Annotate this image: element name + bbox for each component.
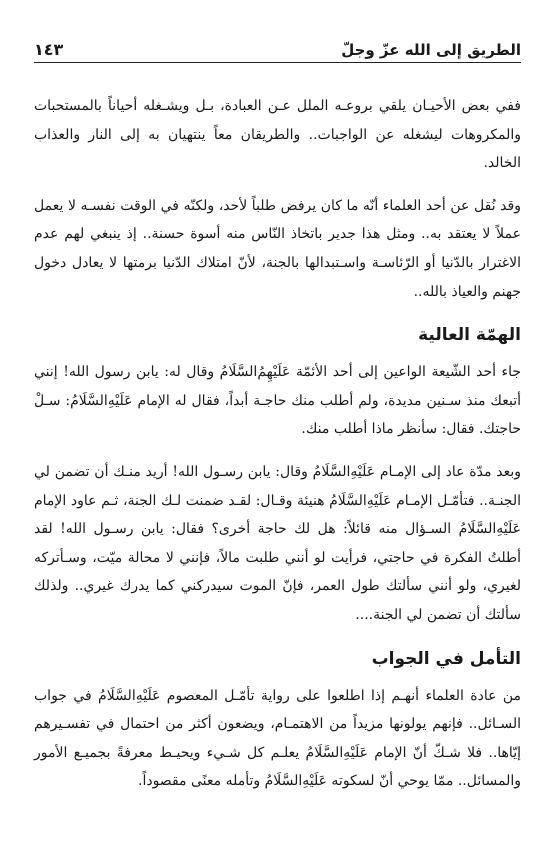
paragraph-2: وقد نُقل عن أحد العلماء أنّه ما كان يرفض طلباً لأحد، ولكنّه في الوقت نفسـه لا يعمل عملاً لا يعتقد به.. ومثل هذا جدير باتخاذ النّاس منه أسوة حسنة.. إذ ينبغي لهم عدم الاغترار بالدّنيا أو الرّئاسـة واسـتبدالها بالجنة، لأنّ امتلاك الدّنيا برمتها لا يعادل دخول جهنم والعياذ بالله..: [34, 197, 521, 300]
paragraph-3: جاء أحد الشّيعة الواعين إلى أحد الأئمّة عَلَيْهِمُ‌السَّلَامُ وقال له: يابن رسول الله! إنني أتبعك منذ سـنين مديدة، ولم أطلب منك حاجـة أبداً، فقال له الإمام عَلَيْهِ‌السَّلَامُ: سـلْ حاجتك. فقال: سأنظر ماذا أطلب منك.: [34, 364, 521, 438]
page-number: ١٤٣: [34, 40, 64, 59]
running-title: الطريق إلى الله عزّ وجلّ: [341, 41, 521, 59]
paragraph-5: من عادة العلماء أنهـم إذا اطلعوا على رواية تأمّـل المعصوم عَلَيْهِ‌السَّلَامُ في جواب السـائل.. فإنهم يولونها مزيداً من الاهتمـام، ويضعون أكثر من احتمال في تفسـيرهم إيّاها.. فلا شـكّ أنّ الإمام عَلَيْهِ‌السَّلَامُ يعلـم كل شـيء ويحيـط معرفةً بجميـع الأمور والمسائل.. ممّا يوحي أنّ لسكوته عَلَيْهِ‌السَّلَامُ وتأمله معنًى مقصوداً.: [34, 687, 521, 790]
paragraph-1: ففي بعض الأحيـان يلقي بروعـه الملل عـن العبادة، بـل ويشـغله أحياناً بالمستحبات والمكروهات ليشغله عن الواجبات.. والطريقان معاً ينتهيان به إلى النار والعذاب الخالد.: [34, 98, 521, 172]
paragraph-4: وبعد مدّة عاد إلى الإمـام عَلَيْهِ‌السَّلَامُ وقال: يابن رسـول الله! أريد منـك أن تضمن لي الجنـة.. فتأمّـل الإمـام عَلَيْهِ‌السَّلَامُ هنيئة وقـال: لقـد ضمنت لـك الجنة، ثـم عاود الإمام عَلَيْهِ‌السَّلَامُ السـؤال منه قائلاً: هل لك حاجة أخرى؟ فقال: يابن رسـول الله! لقد أطلتُ الفكرة في حاجتي، فرأيت لو أنني طلبت مالاً، فإنني لا محالة ميّت، وسـأتركه لغيري، ولو أنني سألتك طول العمر، فإنّ الموت سيدركني كما يدرك غيري.. ولذلك سألتك أن تضمن لي الجنة....: [34, 463, 521, 623]
page-header: [34, 36, 521, 63]
section-heading-contemplation: التأمل في الجواب: [371, 648, 521, 669]
section-heading-high-aspiration: الهمّة العالية: [418, 325, 521, 346]
page-body: [34, 92, 521, 810]
